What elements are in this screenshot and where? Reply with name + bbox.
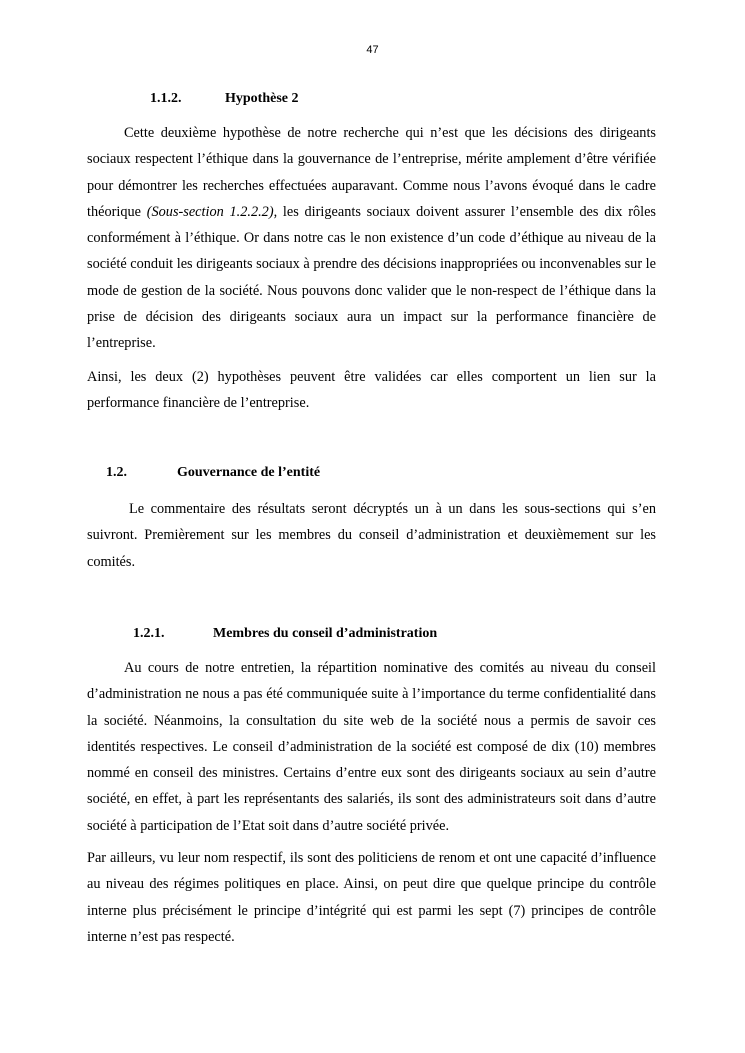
theory-reference: (Sous-section 1.2.2.2) — [146, 203, 274, 220]
page-number: 47 — [366, 44, 379, 56]
paragraph-governance: Le commentaire des résultats seront décryptés un à un dans les sous-sections qui s’en suivront. Premièrement sur les membres du conseil d’administration et deuxièmement sur les comités. — [87, 501, 656, 570]
section-title: Gouvernance de l’entité — [177, 465, 321, 480]
paragraph-politicians: Par ailleurs, vu leur nom respectif, ils sont des politiciens de renom et ont une capacité d’influence au niveau des régimes politiques en place. Ainsi, on peut dire que quelque principe du contrôle interne plus précisément le principe d’intégrité qui est parmi les sept (7) principes de contrôle interne n’est pas respecté. — [87, 850, 656, 945]
section-title: Membres du conseil d’administration — [213, 626, 438, 641]
paragraph-hypothesis-2 — [87, 120, 656, 357]
section-number: 1.1.2. — [150, 91, 182, 106]
section-number: 1.2. — [106, 465, 127, 480]
section-number: 1.2.1. — [133, 626, 165, 641]
paragraph-text: , les dirigeants sociaux doivent assurer l’ensemble des dix rôles conformément à l’éthique. Or dans notre cas le non existence d’un code d’éthique au niveau de la société conduit les dirigeants sociaux à prendre des décisions inappropriées ou inconvenables sur le mode de gestion de la société. Nous pouvons donc valider que le non-respect de l’éthique dans la prise de décision des dirigeants sociaux aura un impact sur la performance financière de l’entreprise. — [87, 203, 656, 352]
paragraph-conclusion: Ainsi, les deux (2) hypothèses peuvent être validées car elles comportent un lien sur la performance financière de l’entreprise. — [87, 369, 656, 412]
paragraph-board-members: Au cours de notre entretien, la répartition nominative des comités au niveau du conseil d’administration ne nous a pas été communiquée suite à l’importance du terme confidentialité dans la société. Néanmoins, la consultation du site web de la société nous a permis de savoir ces identités respectives. Le conseil d’administration de la société est composé de dix (10) membres nommé en conseil des ministres. Certains d’entre eux sont des dirigeants sociaux au sein d’autre société, en effet, à part les représentants des salariés, ils sont des administrateurs soit dans d’autre société à participation de l’Etat soit dans d’autre société privée. — [87, 660, 656, 834]
paragraph-text: Cette deuxième hypothèse de notre recherche qui n’est que les décisions des dirigeants sociaux respectent l’éthique dans la gouvernance de l’entreprise, mérite amplement d’être vérifiée pour démontrer les recherches effectuées auparavant. Comme nous l’avons évoqué dans le cadre théorique — [87, 125, 656, 220]
section-title: Hypothèse 2 — [225, 91, 299, 106]
